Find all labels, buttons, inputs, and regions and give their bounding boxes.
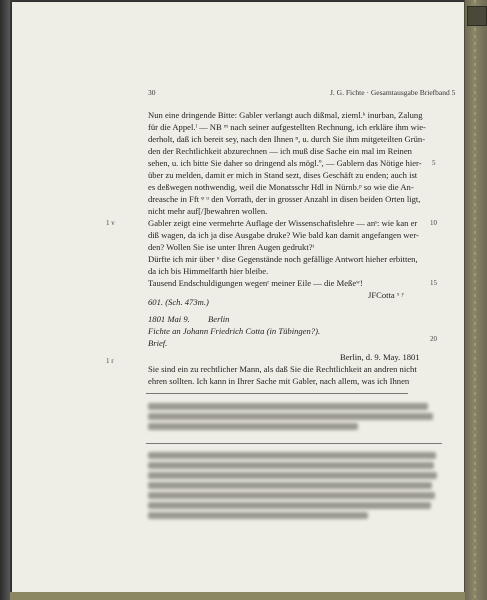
entry-place: Berlin (208, 314, 230, 324)
letter1-line: Nun eine dringende Bitte: Gabler verlangt auch dißmal, zieml.ᵏ inurban, Zalung (148, 110, 423, 120)
entry-number: 601. (Sch. 473m.) (148, 297, 209, 307)
scan-left-edge (0, 0, 10, 600)
line-number-10: 10 (430, 219, 437, 227)
scan-bottom-edge (10, 592, 465, 600)
line-number-5: 5 (432, 159, 436, 167)
dateline: Berlin, d. 9. May. 1801 (340, 352, 420, 362)
folio-marker-1v: 1 v (106, 219, 115, 227)
folio-marker-1r: 1 r (106, 357, 114, 365)
letter1-line: für die Appel.ˡ — NB ᵐ nach seiner aufgestellten Rechnung, ich erkläre ihm wie- (148, 122, 426, 132)
letter1-line: den der Rechtlichkeit abzurechnen — ich muß dise Sache ein mal im Reinen (148, 146, 412, 156)
entry-title: Fichte an Johann Friedrich Cotta (in Tübingen?). (148, 326, 321, 336)
letter1-line: Dürfte ich mir über ᵘ dise Gegenstände noch gefällige Antwort hieher erbitten, (148, 254, 418, 264)
letter1-line: derholt, daß ich bereit sey, nach den Ihnen ⁿ, u. durch Sie ihm mitgeteilten Grün- (148, 134, 426, 144)
line-number-15: 15 (430, 279, 437, 287)
binding-strip (464, 0, 487, 600)
entry-kind: Brief. (148, 338, 168, 348)
line-number-20: 20 (430, 335, 437, 343)
letter1-line: dreasche in Fft ᵠ ᵘ den Vorrath, der in grosser Anzahl in disen beiden Orten ligt, (148, 194, 421, 204)
letter1-line: nicht mehr auf[/]bewahren wollen. (148, 206, 268, 216)
letter1-line: es deßwegen nothwendig, weil die Monatsschr Hdl in Nürnb.ᵖ so wie die An- (148, 182, 414, 192)
letter1-line: den? Wollen Sie ise unter Ihren Augen gedrukt?ᵗ (148, 242, 315, 252)
letter2-line: ehren sollten. Ich kann in Ihrer Sache mit Gabler, nach allem, was ich Ihnen (148, 376, 410, 386)
letter1-line: Tausend Endschuldigungen wegenʳ meiner Eile — die Meßeʷ! (148, 278, 363, 288)
letter1-line: diß wagen, da ich ja dise Ausgabe druke? Wie bald kan damit angefangen wer- (148, 230, 419, 240)
binding-tab (467, 6, 487, 26)
letter1-line: Gabler zeigt eine vermehrte Auflage der Wissenschaftslehre — anˢ: wie kan er (148, 218, 418, 228)
entry-date: 1801 Mai 9. (148, 314, 190, 324)
page-number: 30 (148, 88, 156, 97)
letter1-line: über zu melden, damit er mich in Stand sezt, dises Geschäft zu enden; auch ist (148, 170, 418, 180)
binding-stitch (474, 0, 476, 600)
running-title: J. G. Fichte · Gesamtausgabe Briefband 5 (330, 88, 456, 97)
letter1-line: sehen, u. ich bitte Sie daher so dringend als mögl.º, — Gablern das Nötige hier- (148, 158, 422, 168)
commentary-rule (146, 443, 442, 444)
footnote-rule (146, 393, 408, 394)
signature: JFCotta ˣ ʸ (368, 290, 405, 300)
footnotes-blurred (148, 403, 438, 433)
letter1-line: da ich bis Himmelfarth hier bleibe. (148, 266, 269, 276)
letter2-line: Sie sind ein zu rechtlicher Mann, als daß Sie die Rechtlichkeit an andren nicht (148, 364, 417, 374)
commentary-blurred (148, 452, 438, 522)
